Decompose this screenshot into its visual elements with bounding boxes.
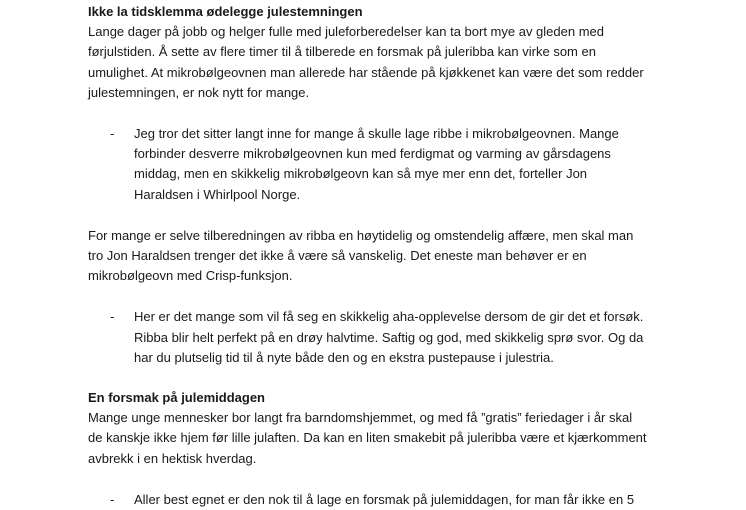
quote-text: Her er det mange som vil få seg en skikkelig aha-opplevelse dersom de gir det et forsøk. Ribba blir helt perfekt på en drøy halvtime. Saftig og god, med skikkelig sprø svor. Og da har du plutselig tid til å nyte både den og en ekstra pustepause i julestria. <box>134 309 644 365</box>
quote-text: Jeg tror det sitter langt inne for mange å skulle lage ribbe i mikrobølgeovnen. Mange forbinder desverre mikrobølgeovnen kun med ferdigmat og varming av gårsdagens middag, men en skikkelig mikrobølgeovn kan så mye mer enn det, forteller Jon Haraldsen i Whirlpool Norge. <box>134 126 619 202</box>
section-heading: En forsmak på julemiddagen <box>88 390 265 406</box>
paragraph: Mange unge mennesker bor langt fra barndomshjemmet, og med få ”gratis” feriedager i år skal de kanskje ikke hjem før lille julaften. Da kan en liten smakebit på juleribba være et kjærkomment avbrekk i en hektisk hverdag. <box>88 410 647 466</box>
paragraph: Lange dager på jobb og helger fulle med juleforberedelser kan ta bort mye av gleden med førjulstiden. Å sette av flere timer til å tilberede en forsmak på juleribba kan virke som en umulighet. At mikrobølgeovnen man allerede har stående på kjøkkenet kan være det som redder julestemningen, er nok nytt for mange. <box>88 24 644 100</box>
document-body <box>88 2 648 510</box>
bullet-dash: - <box>110 126 115 142</box>
bullet-dash: - <box>110 491 115 507</box>
quote-paragraph <box>110 490 648 510</box>
quote-paragraph <box>110 124 648 205</box>
paragraph: For mange er selve tilberedningen av ribba en høytidelig og omstendelig affære, men skal man tro Jon Haraldsen trenger det ikke å være så vanskelig. Det eneste man behøver er en mikrobølgeovn med Crisp-funksjon. <box>88 227 634 284</box>
bullet-dash: - <box>110 309 115 325</box>
section-heading: Ikke la tidsklemma ødelegge julestemningen <box>88 4 363 19</box>
quote-text: Aller best egnet er den nok til å lage en forsmak på julemiddagen, for man får ikke en 5 <box>134 491 635 507</box>
quote-paragraph <box>110 307 648 368</box>
